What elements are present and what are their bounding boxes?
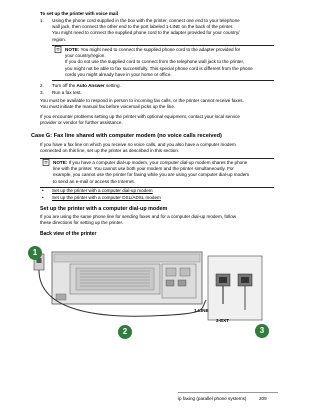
footer-rule (178, 392, 278, 393)
dial-up-heading: Set up the printer with a computer dial-up modem (40, 206, 168, 212)
note-icon (54, 46, 63, 53)
step-1-line-4: region. (52, 36, 67, 42)
case-para-line-1: If you have a fax line on which you receive no voice calls, and you also have a computer modem (40, 142, 236, 147)
note-1-line-2: your country/region. (65, 53, 106, 59)
figure-caption: Back view of the printer (40, 231, 97, 237)
port-label-1-line: 1-LINE (194, 308, 209, 313)
note-1-line-3: If you do not use the supplied cord to connect from the telephone wall jack to the printer, (65, 59, 245, 65)
section-title: To set up the printer with voice mail (40, 11, 119, 16)
port-label-2-ext: 2-EXT (216, 318, 230, 323)
step-1-line-1: Using the phone cord supplied in the box with the printer, connect one end to your telephone (52, 18, 240, 23)
para-1-line-2: You must initiate the manual fax before voicemail picks up the line. (40, 104, 176, 110)
link-dial-up-modem[interactable]: Set up the printer with a computer dial-up modem (52, 188, 153, 193)
bullet-1: • (42, 188, 44, 193)
paragraph-availability (40, 98, 244, 110)
step-2-prefix: Turn off the (52, 83, 77, 88)
note-1-line-4: you might not be able to fax successfully. This special phone cord is different from the phone (65, 65, 253, 71)
bullet-2: • (42, 195, 44, 200)
dial-up-paragraph (40, 214, 236, 226)
step-3-number: 3. (40, 90, 44, 95)
step-1-text (52, 18, 240, 43)
para-2-line-1: If you encounter problems setting up the printer with optional equipment, contact your local service (40, 114, 240, 119)
note-2-line-2: line with the printer. You cannot use both your modem and the printer simultaneously. For (53, 166, 234, 172)
step-3-text: Run a fax test. (52, 90, 82, 95)
sub-para-line-2: these directions for setting up the printer. (40, 220, 123, 226)
page-number: 209 (259, 396, 267, 401)
step-2-suffix: setting. (104, 83, 121, 88)
note-2-label: NOTE: (53, 160, 68, 165)
sub-para-line-1: If you are using the same phone line for sending faxes and for a computer dial-up modem, follow (40, 214, 237, 219)
callout-1: 1 (28, 246, 42, 260)
case-g-heading: Case G: Fax line shared with computer modem (no voice calls received) (31, 133, 222, 139)
port-detail-panel (208, 256, 262, 320)
note-box-2 (40, 158, 274, 188)
callout-3: 3 (255, 324, 269, 338)
note-2-line-3: example, you cannot use the printer for faxing while you are using your computer dial-up modem (53, 172, 250, 178)
para-1-line-1: You must be available to respond in person to incoming fax calls, or the printer cannot receive faxes. (40, 98, 244, 103)
step-1-line-3: You might need to connect the supplied phone cord to the adapter provided for your country/ (52, 30, 240, 36)
step-1-line-2: wall jack, then connect the other end to the port labeled 1-LINE on the back of the printer. (52, 24, 234, 30)
case-g-paragraph (40, 142, 236, 154)
link-dsl-modem[interactable]: Set up the printer with a computer DSL/ADSL modem (52, 195, 161, 200)
paragraph-problems (40, 114, 240, 126)
para-2-line-2: provider or vendor for further assistance. (40, 120, 123, 126)
auto-answer-setting: Auto Answer (76, 83, 105, 88)
note-box-1 (52, 45, 274, 81)
step-2-text (52, 83, 121, 89)
note-2-line-4: to send an e-mail or access the Internet. (53, 178, 135, 184)
page-footer (178, 396, 278, 402)
note-1-line-1: You might need to connect the supplied phone cord to the adapter provided for (80, 47, 241, 52)
printer-back-view-illustration (30, 238, 280, 338)
case-para-line-2: connected on this line, set up the printer as described in this section. (40, 148, 180, 154)
step-1-number: 1. (40, 18, 44, 23)
step-2-number: 2. (40, 83, 44, 88)
note-2-line-1: If you have a computer dial-up modem, your computer dial-up modem shares the phone (68, 160, 248, 165)
footer-section: ip faxing (parallel phone systems) (178, 396, 247, 401)
note-1-line-5: cords you might already have in your home or office. (65, 71, 172, 77)
callout-2: 2 (118, 325, 132, 339)
printer-body (52, 252, 202, 304)
note-icon (42, 159, 51, 166)
note-1-label: NOTE: (65, 47, 80, 52)
